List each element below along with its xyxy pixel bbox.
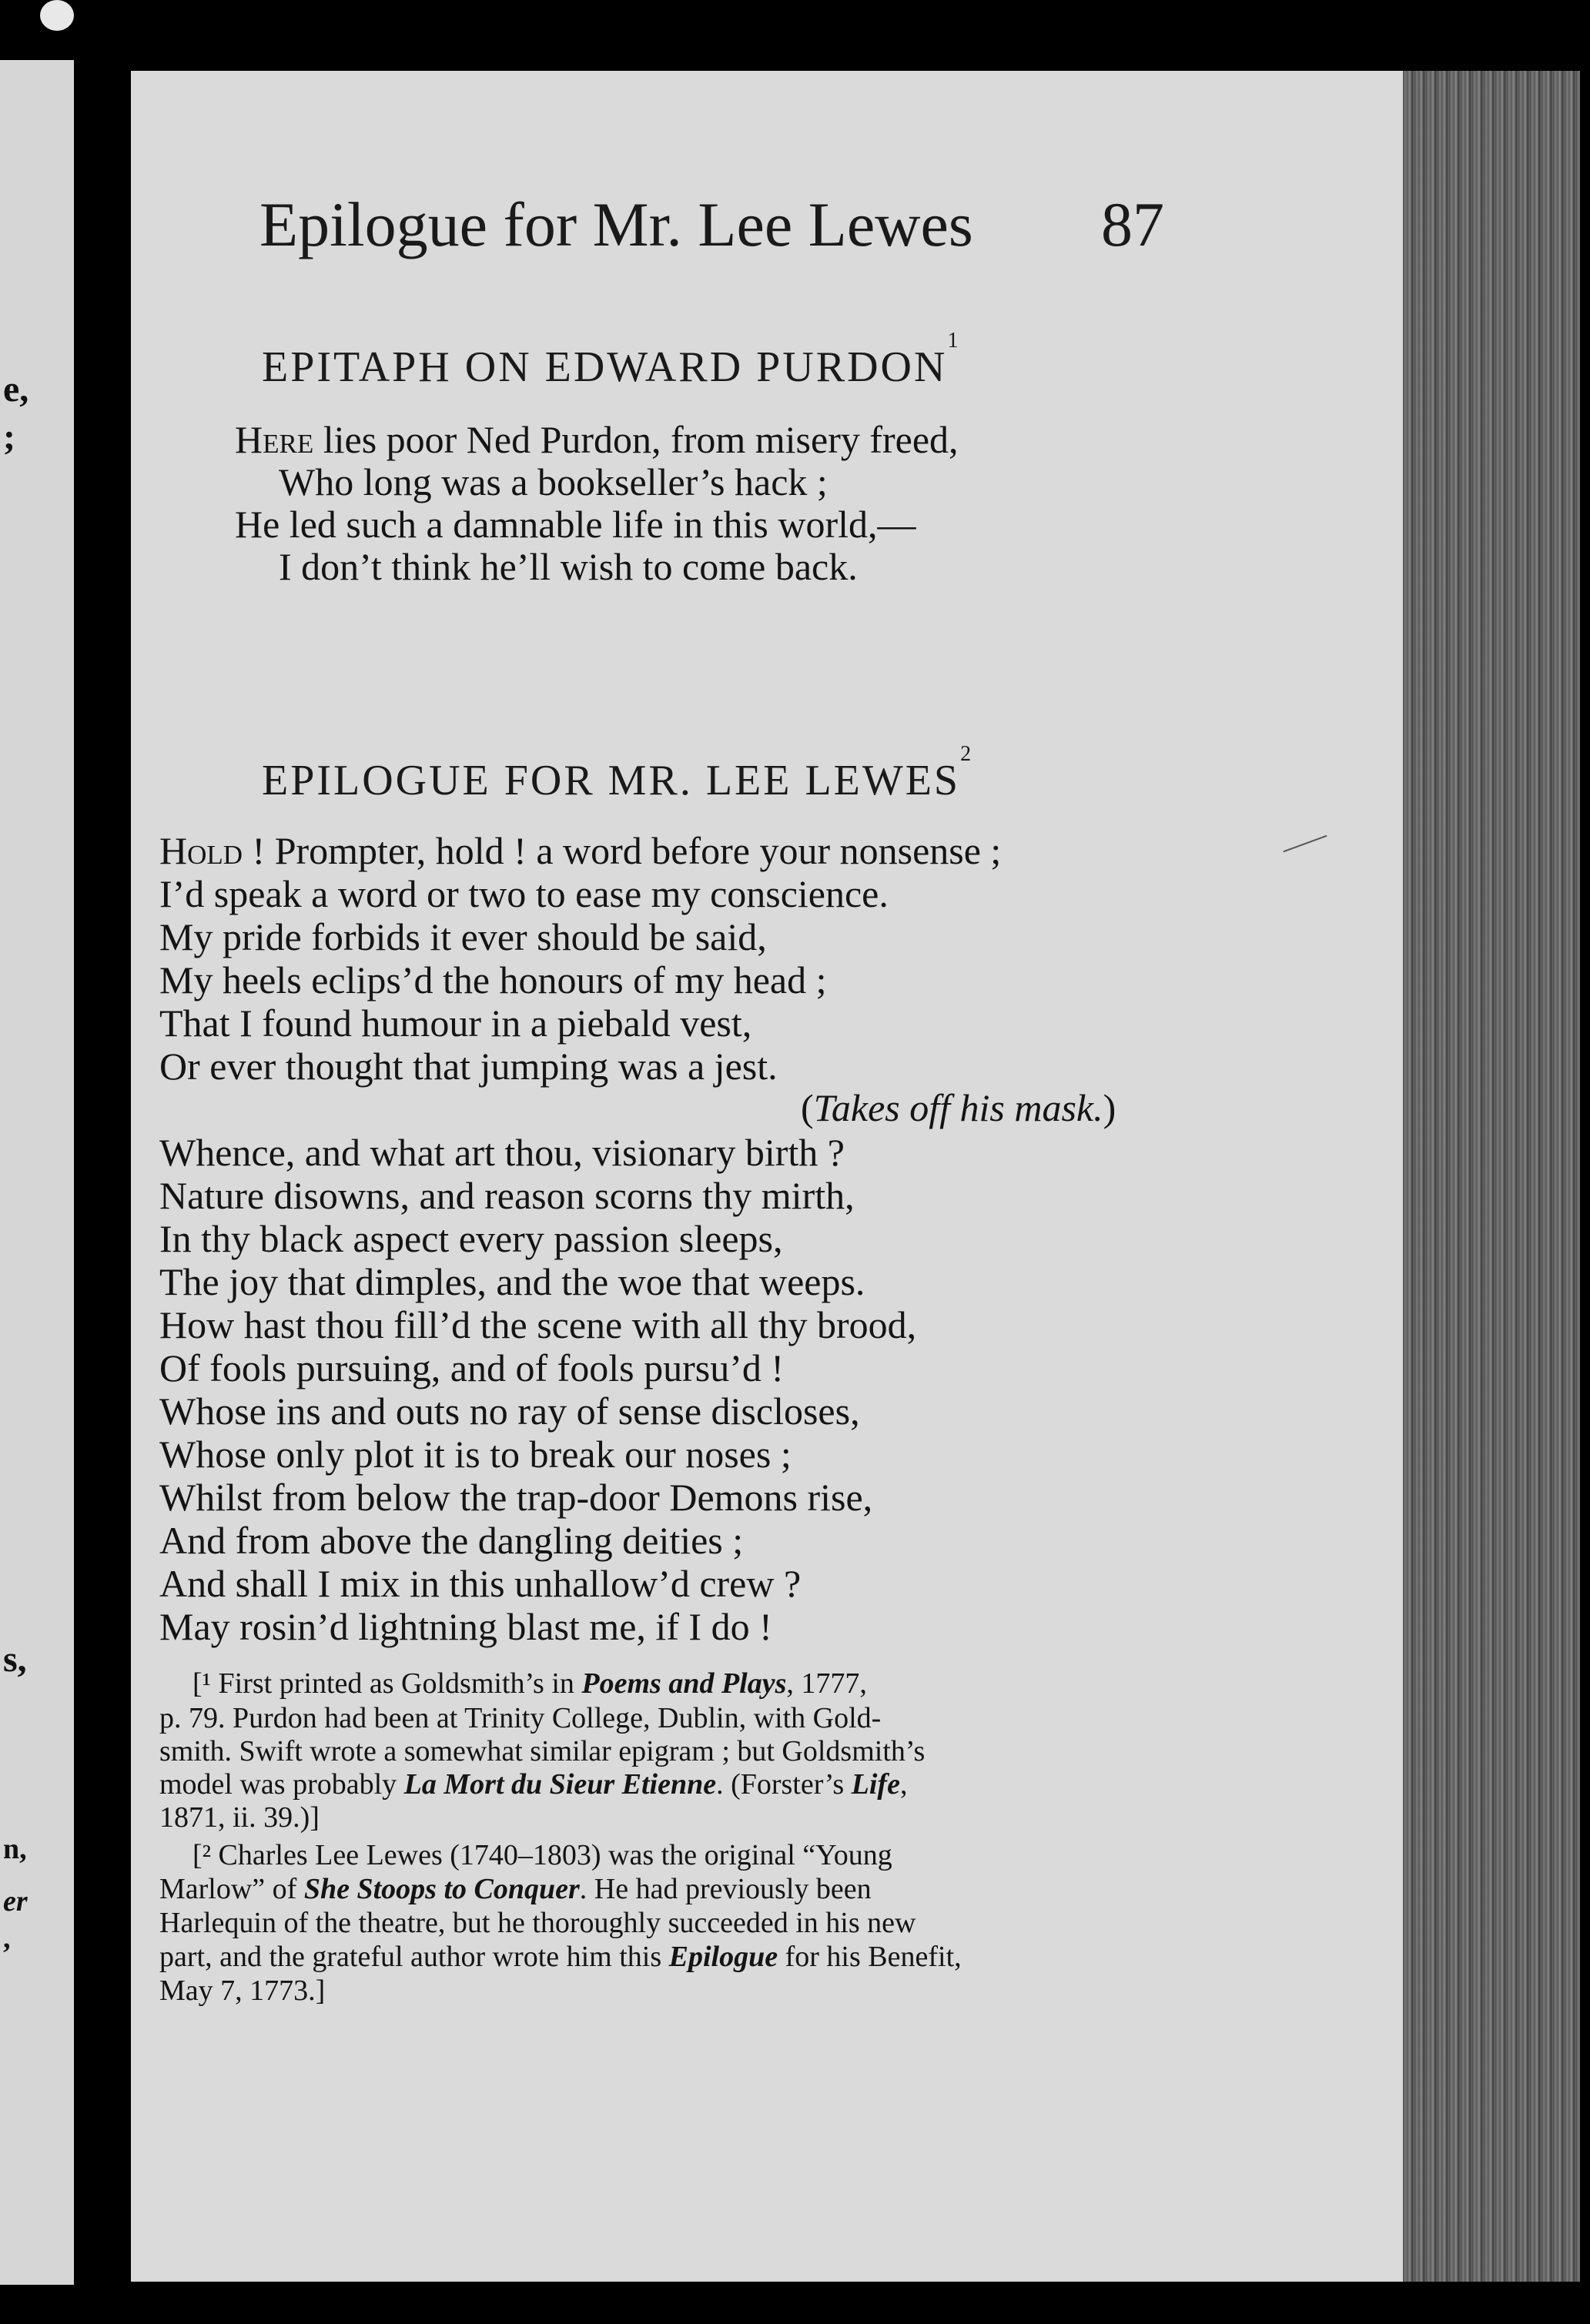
footnote-text: , [899, 1768, 908, 1801]
epilogue-line: In thy black aspect every passion sleeps, [159, 1217, 783, 1260]
left-page-fragment: ; [3, 416, 15, 457]
epilogue-line: Whose only plot it is to break our noses ; [159, 1433, 792, 1476]
footnote-italic: La Mort du Sieur Etienne [403, 1768, 717, 1801]
page-block-edge [1403, 71, 1580, 2282]
epilogue-line: My heels eclips’d the honours of my head ; [159, 958, 827, 1001]
left-page-fragment: s, [3, 1639, 27, 1680]
footnote-text: part, and the grateful author wrote him this [159, 1941, 669, 1973]
epilogue-line: Whose ins and outs no ray of sense discloses, [159, 1389, 860, 1433]
epilogue-line [159, 828, 1001, 873]
epilogue-first-line-rest: ! Prompter, hold ! a word before your nonsense ; [243, 829, 1002, 872]
footnote-text: . (Forster’s [716, 1768, 852, 1801]
footnote-text: [¹ First printed as Goldsmith’s in [192, 1667, 582, 1700]
epilogue-line: And from above the dangling deities ; [159, 1519, 744, 1562]
footnote-text: for his Benefit, [778, 1941, 962, 1973]
epitaph-line: I don’t think he’ll wish to come back. [279, 545, 858, 588]
epilogue-line: Whilst from below the trap-door Demons rise, [159, 1476, 873, 1519]
epilogue-line: I’d speak a word or two to ease my conscience. [159, 872, 889, 915]
epitaph-line: Who long was a bookseller’s hack ; [279, 460, 828, 503]
footnote-1-line: 1871, ii. 39.)] [159, 1801, 320, 1834]
running-head-title: Epilogue for Mr. Lee Lewes [259, 189, 973, 259]
left-page-fragment: , [3, 1922, 11, 1955]
footnote-text: Marlow” of [159, 1873, 304, 1905]
footnote-1-line [192, 1667, 867, 1700]
epilogue-line: My pride forbids it ever should be said, [159, 915, 767, 958]
epilogue-line: How hast thou fill’d the scene with all thy brood, [159, 1303, 917, 1346]
epitaph-first-line-rest: lies poor Ned Purdon, from misery freed, [313, 418, 959, 461]
footnote-text: . He had previously been [579, 1873, 872, 1905]
footnote-2-line: Harlequin of the theatre, but he thoroughly succeeded in his new [159, 1907, 916, 1939]
epilogue-line: And shall I mix in this unhallow’d crew ? [159, 1562, 802, 1605]
footnote-1-line: smith. Swift wrote a somewhat similar epigram ; but Goldsmith’s [159, 1735, 926, 1767]
page-number: 87 [1101, 189, 1164, 259]
epitaph-title [262, 329, 959, 392]
footnote-italic: Epilogue [668, 1941, 778, 1973]
epilogue-line: Whence, and what art thou, visionary birth ? [159, 1131, 845, 1174]
footnote-2-line [159, 1872, 872, 1906]
epilogue-title [262, 742, 972, 805]
epilogue-line: Of fools pursuing, and of fools pursu’d ! [159, 1346, 785, 1389]
footnote-2-line: [² Charles Lee Lewes (1740–1803) was the original “Young [192, 1839, 892, 1871]
footnote-text: model was probably [159, 1768, 404, 1801]
left-page-edge [0, 60, 74, 2285]
epilogue-line: The joy that dimples, and the woe that weeps. [159, 1260, 865, 1303]
background-dot [40, 0, 74, 31]
epitaph-first-word: Here [235, 418, 314, 461]
epilogue-line: Nature disowns, and reason scorns thy mirth, [159, 1174, 855, 1217]
epilogue-line: Or ever thought that jumping was a jest. [159, 1045, 778, 1088]
footnote-2-line [159, 1940, 962, 1974]
footnote-italic: She Stoops to Conquer [303, 1873, 580, 1905]
footnote-italic: Poems and Plays [581, 1667, 787, 1700]
epilogue-first-word: Hold [159, 829, 243, 872]
left-page-fragment: n, [3, 1833, 27, 1865]
footnote-marker: 2 [960, 742, 972, 767]
stage-direction-text: Takes off his mask. [813, 1086, 1103, 1129]
left-page-fragment: e, [3, 369, 29, 410]
left-page-fragment: er [3, 1885, 28, 1918]
epilogue-line: That I found humour in a piebald vest, [159, 1001, 752, 1045]
footnote-2-line: May 7, 1773.] [159, 1975, 326, 2007]
epitaph-title-text: EPITAPH ON EDWARD PURDON [262, 343, 948, 391]
epitaph-line [235, 417, 959, 462]
footnote-1-line [159, 1767, 907, 1801]
epilogue-line: May rosin’d lightning blast me, if I do ! [159, 1605, 772, 1648]
epilogue-title-text: EPILOGUE FOR MR. LEE LEWES [262, 757, 961, 804]
epitaph-line: He led such a damnable life in this world,— [235, 503, 916, 546]
footnote-marker: 1 [947, 329, 959, 353]
footnote-1-line: p. 79. Purdon had been at Trinity College, Dublin, with Gold- [159, 1702, 882, 1734]
footnote-text: , 1777, [786, 1667, 867, 1700]
footnote-italic: Life [851, 1768, 900, 1801]
stage-direction: (Takes off his mask.) [801, 1086, 1116, 1129]
